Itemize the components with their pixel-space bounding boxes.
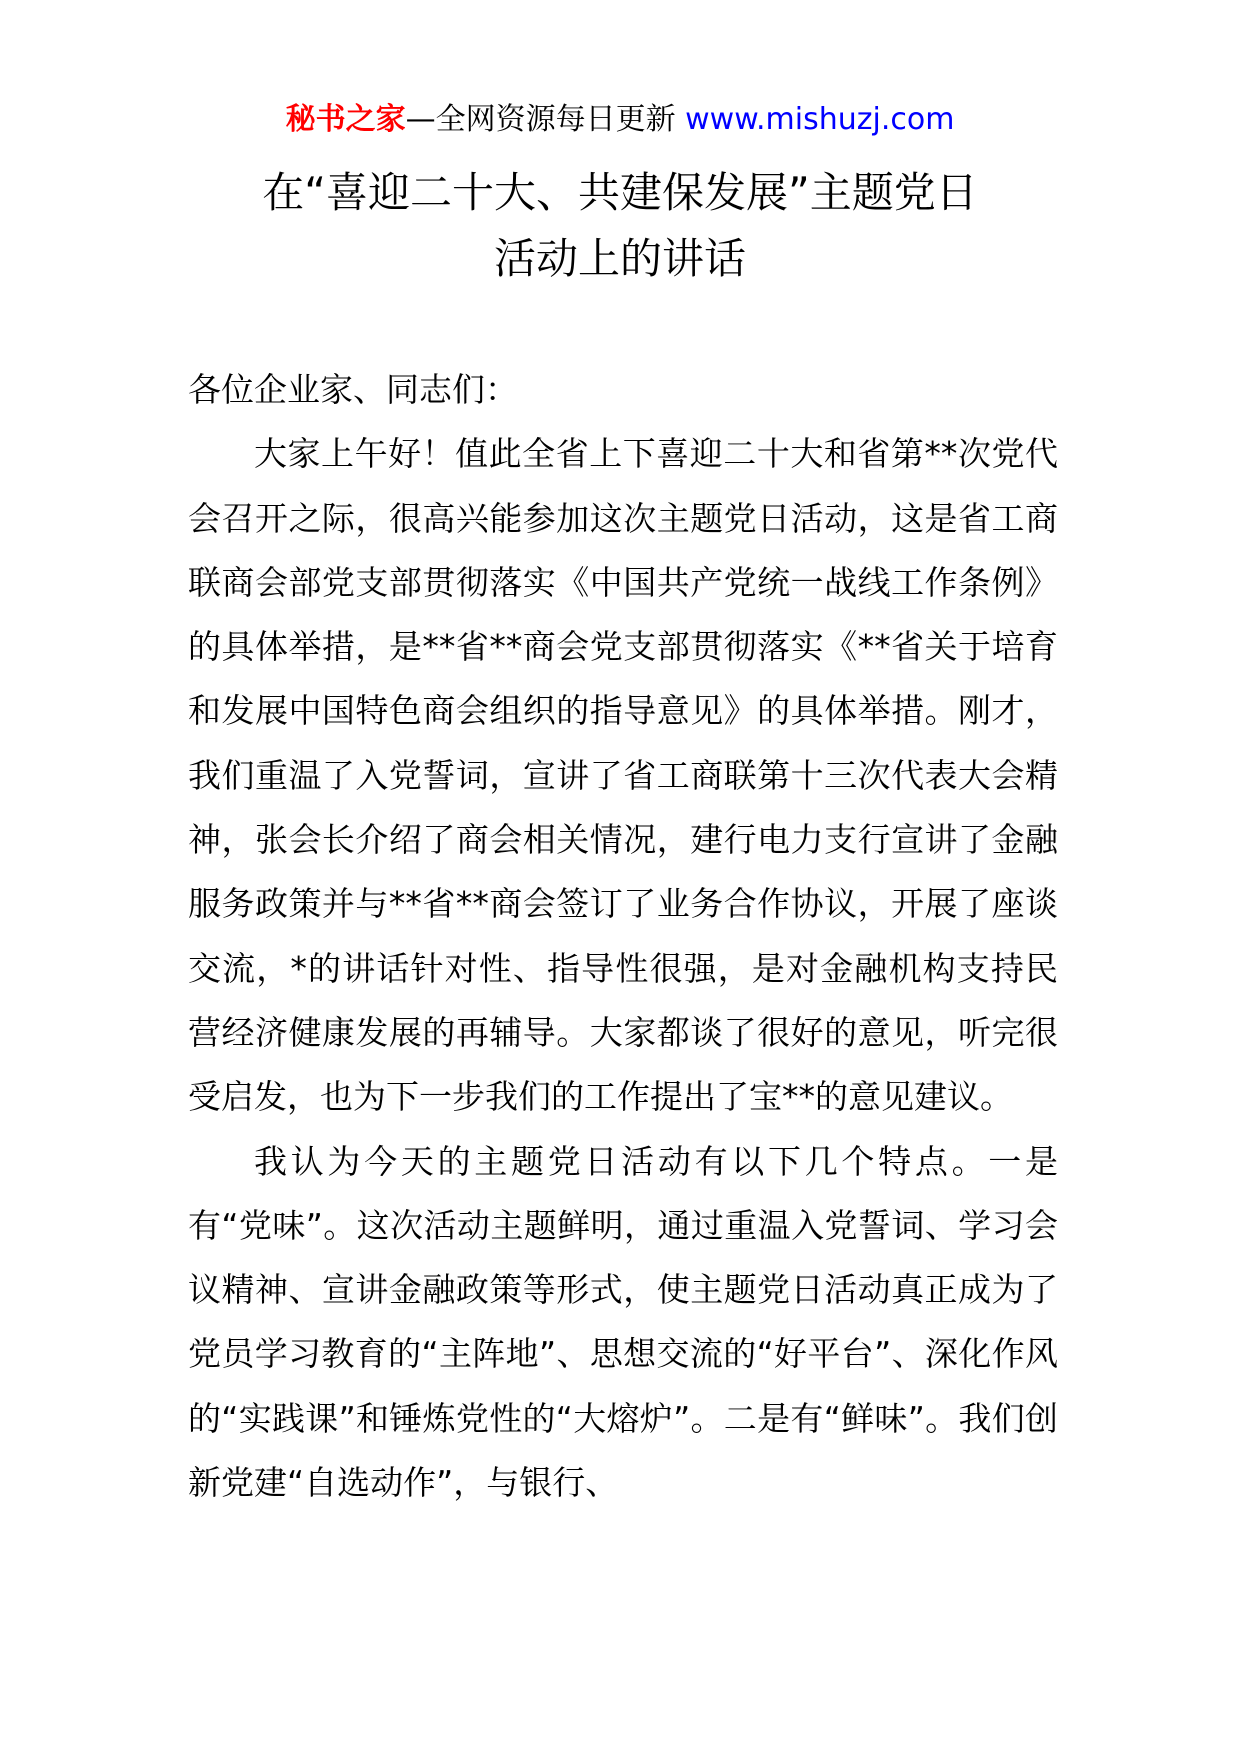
site-header [0,100,1240,140]
brand-name: 秘书之家 [285,102,406,137]
paragraph-2: 我认为今天的主题党日活动有以下几个特点。一是有“党味”。这次活动主题鲜明，通过重温入党誓词、学习会议精神、宣讲金融政策等形式，使主题党日活动真正成为了党员学习教育的“主阵地”、思想交流的“好平台”、深化作风的“实践课”和锤炼党性的“大熔炉”。二是有“鲜味”。我们创新党建“自选动作”，与银行、 [188,1141,1058,1503]
title-line-2: 活动上的讲话 [493,234,746,283]
header-tagline: —全网资源每日更新 [405,102,676,137]
paragraph-1: 大家上午好！值此全省上下喜迎二十大和省第**次党代会召开之际，很高兴能参加这次主题党日活动，这是省工商联商会部党支部贯彻落实《中国共产党统一战线工作条例》的具体举措，是**省**商会党支部贯彻落实《**省关于培育和发展中国特色商会组织的指导意见》的具体举措。刚才，我们重温了入党誓词，宣讲了省工商联第十三次代表大会精神，张会长介绍了商会相关情况，建行电力支行宣讲了金融服务政策并与**省**商会签订了业务合作协议，开展了座谈交流，*的讲话针对性、指导性很强，是对金融机构支持民营经济健康发展的再辅导。大家都谈了很好的意见，听完很受启发，也为下一步我们的工作提出了宝**的意见建议。 [188,434,1059,1117]
site-url-link[interactable]: www.mishuzj.com [685,102,955,137]
speech-body [188,358,1058,1515]
document-title [150,160,1090,292]
title-line-1: 在“喜迎二十大、共建保发展”主题党日 [262,168,978,217]
salutation: 各位企业家、同志们： [188,370,518,409]
